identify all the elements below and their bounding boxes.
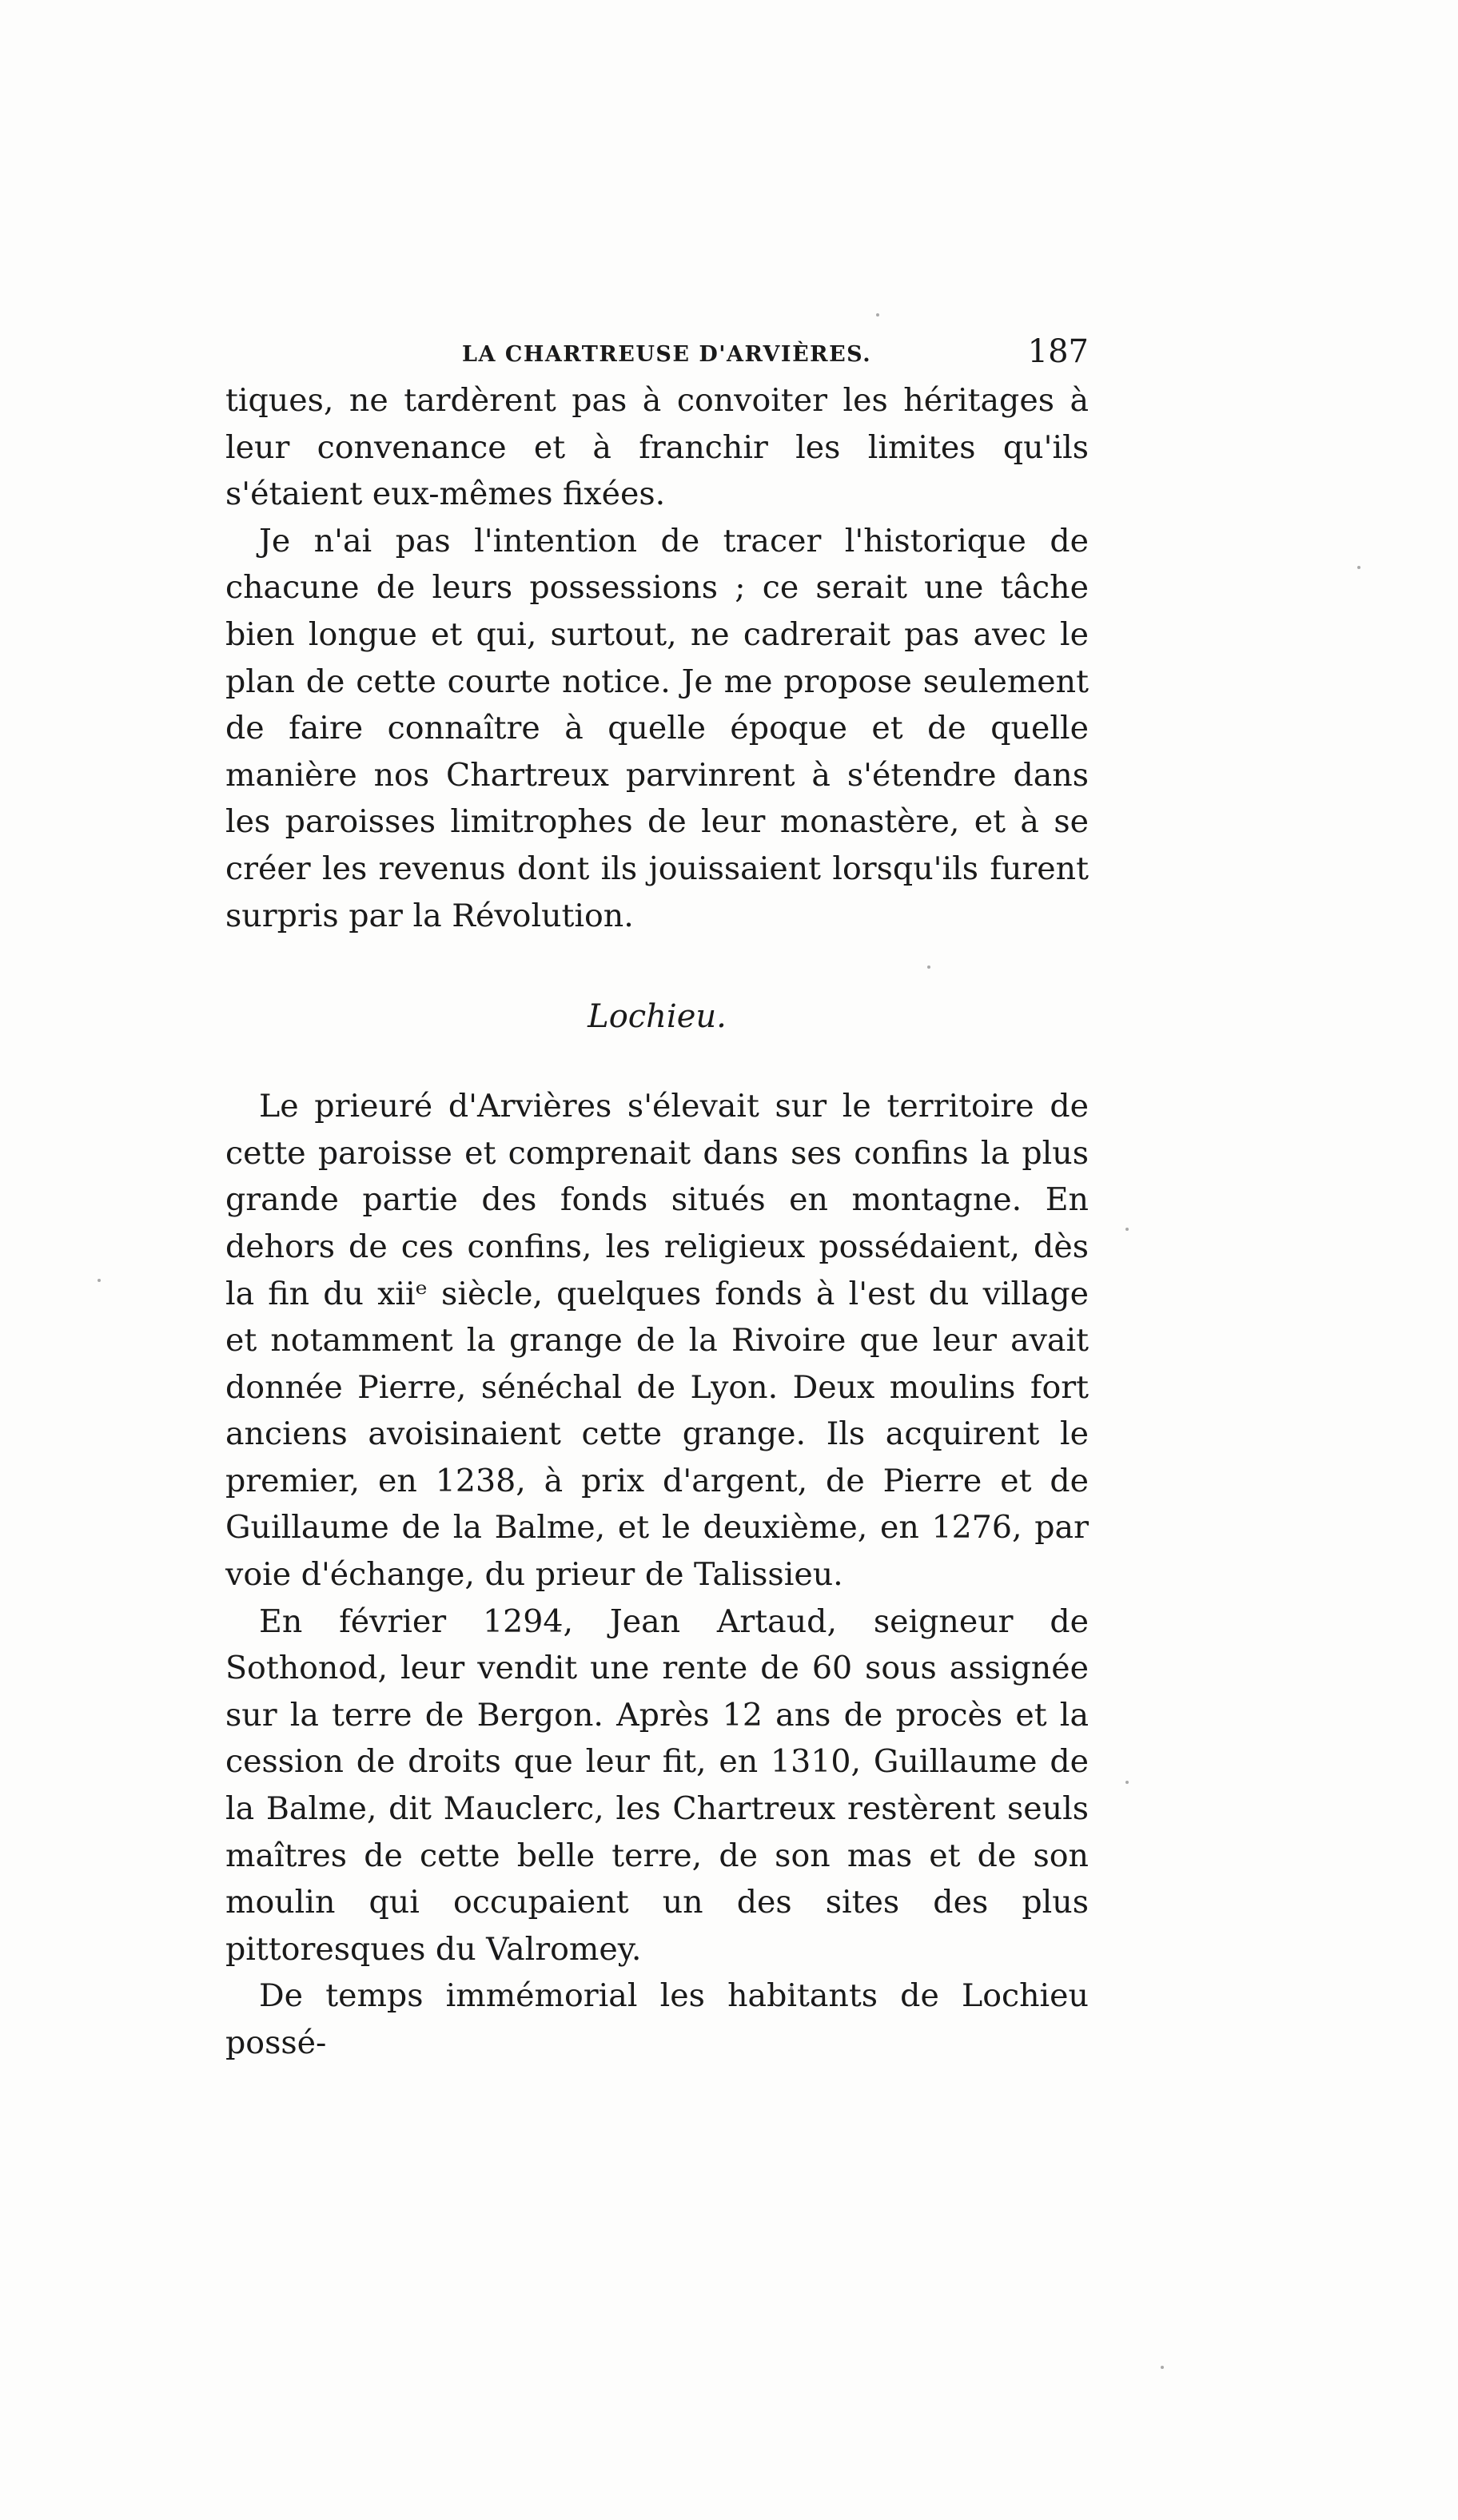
paper-speck bbox=[1161, 2366, 1164, 2369]
paper-speck bbox=[98, 1279, 101, 1282]
paragraph-temps-immemorial: De temps immémorial les habitants de Lochieu possé- bbox=[225, 1977, 1089, 2061]
paragraph-intention: Je n'ai pas l'intention de tracer l'historique de chacune de leurs possessions ; ce serait une tâche bien longue et qui, surtout, ne cadrerait pas avec le plan de cette courte notice. Je me propose seulement de faire connaître à quelle époque et de quelle manière nos Chartreux parvinrent à s'étendre dans les paroisses limitrophes de leur monastère, et à se créer les revenus dont ils jouissaient lorsqu'ils furent surpris par la Révolution. bbox=[225, 522, 1089, 934]
paper-speck bbox=[876, 313, 879, 316]
paragraph-continued: tiques, ne tardèrent pas à convoiter les héritages à leur convenance et à franchir les limites qu'ils s'étaient eux-mêmes fixées. bbox=[225, 382, 1089, 513]
section-heading: Lochieu. bbox=[588, 998, 727, 1036]
page-number: 187 bbox=[1027, 333, 1089, 370]
paper-speck bbox=[1357, 566, 1360, 569]
running-title: LA CHARTREUSE D'ARVIÈRES. bbox=[462, 342, 872, 367]
running-head bbox=[225, 326, 1089, 377]
paragraph-fevrier-1294: En février 1294, Jean Artaud, seigneur de Sothonod, leur vendit une rente de 60 sous assignée sur la terre de Bergon. Après 12 ans de procès et la cession de droits que leur fit, en 1310, Guillaume de la Balme, dit Mauclerc, les Chartreux restèrent seuls maîtres de cette belle terre, de son mas et de son moulin qui occupaient un des sites des plus pittoresques du Valromey. bbox=[225, 1602, 1089, 1968]
paper-speck bbox=[1125, 1781, 1129, 1784]
paragraph-prieure: Le prieuré d'Arvières s'élevait sur le territoire de cette paroisse et comprenait dans ses confins la plus grande partie des fonds situés en montagne. En dehors de ces confins, les religieux possédaient, dès la fin du xiiᵉ siècle, quelques fonds à l'est du village et notamment la grange de la Rivoire que leur avait donnée Pierre, sénéchal de Lyon. Deux moulins fort anciens avoisinaient cette grange. Ils acquirent le premier, en 1238, à prix d'argent, de Pierre et de Guillaume de la Balme, et le deuxième, en 1276, par voie d'échange, du prieur de Talissieu. bbox=[225, 1088, 1089, 1594]
paper-speck bbox=[1125, 1228, 1129, 1231]
page-text bbox=[225, 326, 1089, 2067]
